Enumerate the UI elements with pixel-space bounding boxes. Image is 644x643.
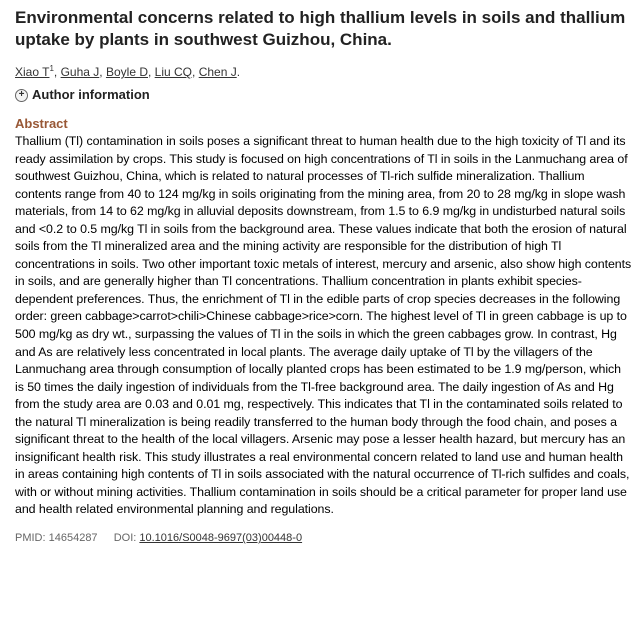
author-link[interactable]	[106, 65, 148, 79]
author-name: Liu CQ	[154, 65, 193, 79]
author-link[interactable]	[15, 65, 49, 79]
author-affiliation-marker: 1	[49, 64, 54, 73]
author-information-toggle[interactable]	[15, 86, 632, 104]
doi-label: DOI:	[113, 532, 137, 545]
author-name: Boyle D	[105, 65, 148, 79]
article-title: Environmental concerns related to high thallium levels in soils and thallium uptake by plants in southwest Guizhou, China.	[15, 8, 626, 49]
author-link[interactable]	[155, 65, 192, 79]
abstract-heading: Abstract	[15, 116, 68, 131]
author-name: Guha J	[60, 65, 100, 79]
author-information-label: Author information	[32, 87, 150, 102]
pmid-label: PMID: 14654287	[15, 532, 98, 545]
author-list: Xiao $T^1$, Guha J, Boyle D, Liu CQ, Chen J.	[15, 64, 241, 79]
author-link[interactable]	[61, 65, 100, 79]
citation-footer	[15, 531, 632, 545]
abstract-text: Thallium (Tl) contamination in soils poses a significant threat to human health due to the high toxicity of Tl and its ready assimilation by crops. This study is focused on high concentrations of Tl in soils in the Lanmuchang area of southwest Guizhou, China, which is related to natural processes of Tl-rich sulfide mineralization. Thallium contents range from 40 to 124 mg/kg in soils originating from the mining area, from 20 to 28 mg/kg in slope wash materials, from 14 to 62 mg/kg in alluvial deposits downstream, from 1.5 to 6.9 mg/kg in undisturbed natural soils and <0.2 to 0.5 mg/kg Tl in soils from the background area. These values indicate that both the erosion of natural soils from the Tl mineralized area and the mining activity are responsible for the distribution of high Tl concentrations in soils. Two other important toxic metals of interest, mercury and arsenic, also show high contents in soils, and are generally higher than Tl concentrations. Thallium concentration in plants exhibit species-dependent preferences. Thus, the enrichment of Tl in the edible parts of crop species decreases in the following order: green cabbage>carrot>chili>Chinese cabbage>rice>corn. The highest level of Tl in green cabbage is up to 500 mg/kg as dry wt., surpassing the values of Tl in the soils in which the green cabbages grow. In contrast, Hg and As are relatively less concentrated in local plants. The average daily uptake of Tl by the villagers of the Lanmuchang area through consumption of locally planted crops has been estimated to be 1.9 mg/person, which is 50 times the daily ingestion of individuals from the Tl-free background area. The daily ingestion of As and Hg from the study area are 0.03 and 0.01 mg, respectively. This indicates that Tl in the contaminated soils related to the natural Tl mineralization is being readily transferred to the human body through the food chain, and poses a significant threat to the health of the local villagers. Arsenic may pose a lesser health hazard, but mercury has an insignificant health risk. This study illustrates a real environmental concern related to land use and human health in areas containing high contents of Tl in soils associated with the natural occurrence of Tl-rich sulfides and coals, with or without mining activities. Thallium contamination in soils should be a critical parameter for proper land use and health related environmental planning and regulations.	[15, 134, 632, 517]
author-name: Xiao T	[15, 65, 50, 79]
doi-link[interactable]: 10.1016/S0048-9697(03)00448-0	[139, 532, 303, 545]
plus-circle-icon[interactable]: +	[15, 89, 28, 102]
author-link[interactable]	[199, 65, 237, 79]
author-name: Chen J	[198, 65, 237, 79]
